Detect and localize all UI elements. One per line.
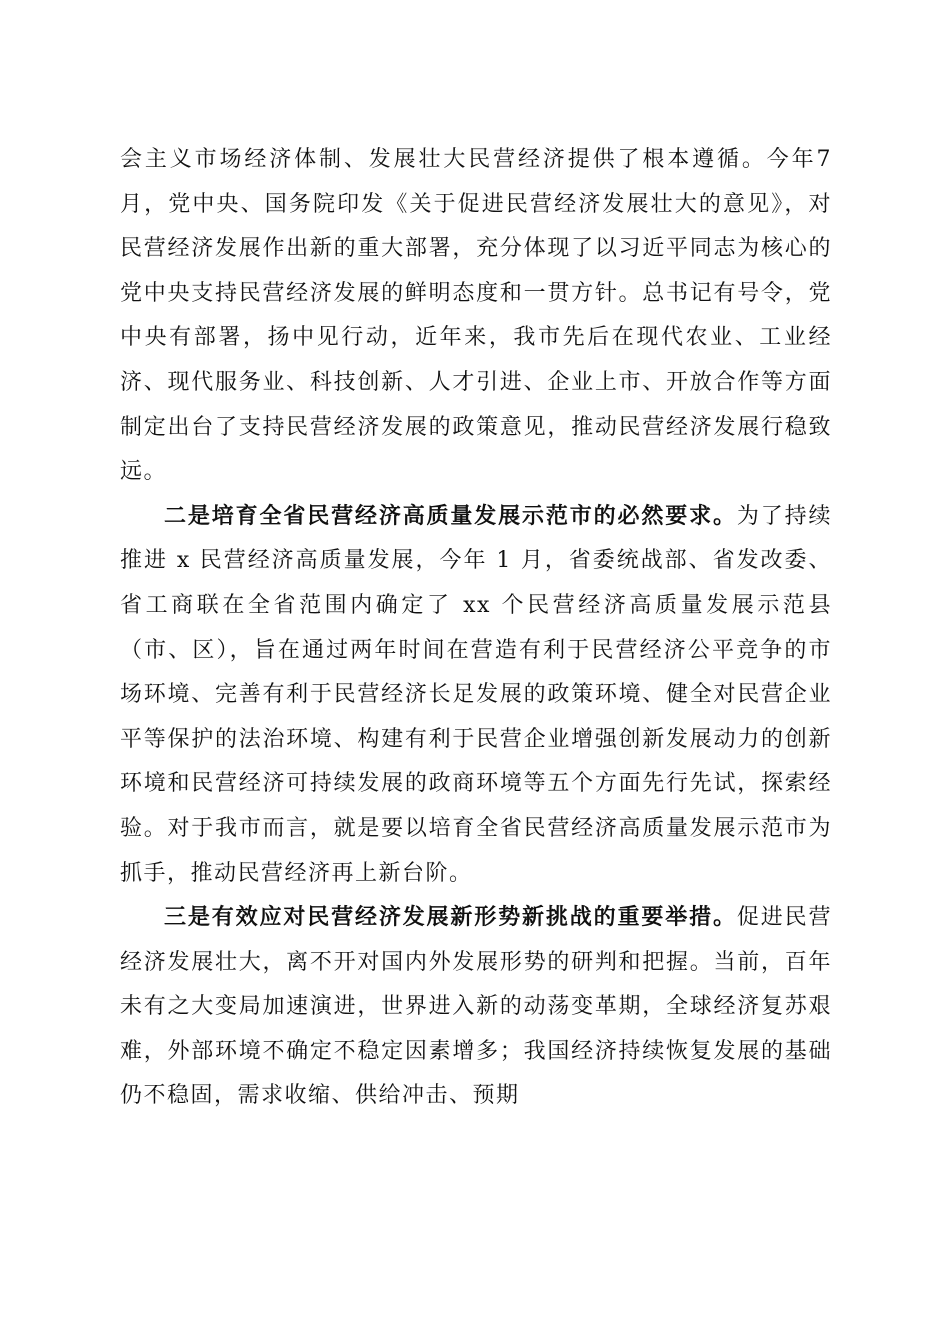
paragraph-1-text: 会主义市场经济体制、发展壮大民营经济提供了根本遵循。今年7月，党中央、国务院印发《关于促进民营经济发展壮大的意见》，对民营经济发展作出新的重大部署，充分体现了以习近平同志为核心的党中央支持民营经济发展的鲜明态度和一贯方针。总书记有号令，党中央有部署，扬中见行动，近年来，我市先后在现代农业、工业经济、现代服务业、科技创新、人才引进、企业上市、开放合作等方面制定出台了支持民营经济发展的政策意见，推动民营经济发展行稳致远。 [120,147,832,485]
document-body [120,138,832,1119]
paragraph-3-heading: 三是有效应对民营经济发展新形势新挑战的重要举措。 [164,905,737,931]
paragraph-3-text: 促进民营经济发展壮大，离不开对国内外发展形势的研判和把握。当前，百年未有之大变局加速演进，世界进入新的动荡变革期，全球经济复苏艰难，外部环境不确定不稳定因素增多；我国经济持续恢复发展的基础仍不稳固，需求收缩、供给冲击、预期 [120,905,832,1109]
paragraph-2-text: 为了持续推进 x 民营经济高质量发展，今年 1 月，省委统战部、省发改委、省工商联在全省范围内确定了 xx 个民营经济高质量发展示范县（市、区），旨在通过两年时间在营造有利于民营经济公平竞争的市场环境、完善有利于民营经济长足发展的政策环境、健全对民营企业平等保护的法治环境、构建有利于民营企业增强创新发展动力的创新环境和民营经济可持续发展的政商环境等五个方面先行先试，探索经验。对于我市而言，就是要以培育全省民营经济高质量发展示范市为抓手，推动民营经济再上新台阶。 [120,503,832,886]
paragraph-continued [120,138,832,495]
paragraph-second-point [120,495,832,896]
paragraph-2-heading: 二是培育全省民营经济高质量发展示范市的必然要求。 [164,503,737,529]
paragraph-third-point [120,896,832,1119]
